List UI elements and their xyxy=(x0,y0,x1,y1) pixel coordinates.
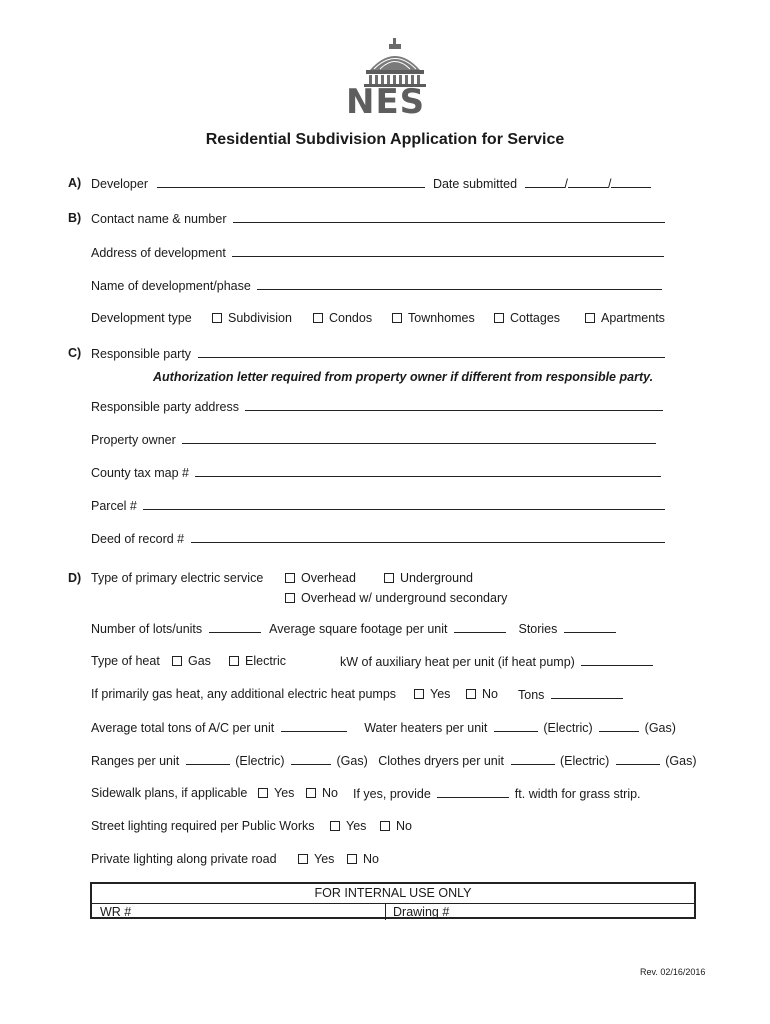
option-heat-pumps-yes[interactable] xyxy=(414,686,450,702)
ac-field[interactable] xyxy=(281,719,347,732)
option-sidewalk-yes[interactable] xyxy=(258,785,294,801)
section-d-letter: D) xyxy=(68,571,82,585)
resp-address-field[interactable] xyxy=(245,398,663,411)
electric-paren: (Electric) xyxy=(559,754,610,768)
owner-row xyxy=(91,431,656,448)
option-apartments[interactable] xyxy=(585,310,665,326)
internal-use-box xyxy=(90,882,696,919)
stories-label: Stories xyxy=(518,622,558,636)
checkbox-icon xyxy=(172,656,182,666)
option-private-yes[interactable] xyxy=(298,851,334,867)
developer-field[interactable] xyxy=(157,175,425,188)
option-label: Condos xyxy=(329,311,373,325)
option-street-yes[interactable] xyxy=(330,818,366,834)
checkbox-icon xyxy=(306,788,316,798)
lots-field[interactable] xyxy=(209,620,261,633)
responsible-field[interactable] xyxy=(198,345,665,358)
private-lighting-label: Private lighting along private road xyxy=(91,852,277,866)
option-heat-pumps-no[interactable] xyxy=(466,686,498,702)
date-slash: / xyxy=(564,177,568,191)
option-label: Townhomes xyxy=(408,311,475,325)
checkbox-icon xyxy=(414,689,424,699)
section-c-letter: C) xyxy=(68,346,82,360)
option-underground[interactable] xyxy=(384,570,473,586)
option-label: No xyxy=(482,687,498,701)
option-overhead-ug[interactable] xyxy=(285,590,507,606)
ft-width-label: ft. width for grass strip. xyxy=(514,787,641,801)
heat-label: Type of heat xyxy=(91,654,160,668)
checkbox-icon xyxy=(285,573,295,583)
option-label: No xyxy=(396,819,412,833)
option-label: Overhead xyxy=(301,571,356,585)
address-row xyxy=(91,244,664,261)
developer-row xyxy=(91,175,651,192)
tax-map-label: County tax map # xyxy=(91,466,189,480)
ranges-electric-field[interactable] xyxy=(186,752,230,765)
checkbox-icon xyxy=(285,593,295,603)
ranges-gas-field[interactable] xyxy=(291,752,331,765)
option-label: Yes xyxy=(274,786,295,800)
option-label: Yes xyxy=(346,819,367,833)
developer-label: Developer xyxy=(91,177,148,191)
owner-label: Property owner xyxy=(91,433,176,447)
dev-name-row xyxy=(91,277,662,294)
electric-paren: (Electric) xyxy=(543,721,593,735)
nes-logo xyxy=(340,36,450,120)
checkbox-icon xyxy=(384,573,394,583)
address-field[interactable] xyxy=(232,244,664,257)
option-label: Underground xyxy=(400,571,473,585)
option-label: Apartments xyxy=(601,311,665,325)
option-label: Cottages xyxy=(510,311,561,325)
gas-paren: (Gas) xyxy=(336,754,368,768)
electric-paren: (Electric) xyxy=(235,754,285,768)
deed-label: Deed of record # xyxy=(91,532,185,546)
option-condos[interactable] xyxy=(313,310,372,326)
option-sidewalk-no[interactable] xyxy=(306,785,338,801)
checkbox-icon xyxy=(392,313,402,323)
water-label: Water heaters per unit xyxy=(364,721,488,735)
ac-label: Average total tons of A/C per unit xyxy=(91,721,275,735)
date-year-field[interactable] xyxy=(611,175,651,188)
street-lighting-label: Street lighting required per Public Works xyxy=(91,819,315,833)
dryers-label: Clothes dryers per unit xyxy=(378,754,505,768)
page-title: Residential Subdivision Application for Service xyxy=(205,131,565,148)
dev-name-label: Name of development/phase xyxy=(91,279,251,293)
parcel-label: Parcel # xyxy=(91,499,137,513)
lots-label: Number of lots/units xyxy=(91,622,203,636)
checkbox-icon xyxy=(347,854,357,864)
internal-use-header: FOR INTERNAL USE ONLY xyxy=(314,886,472,900)
heat-pumps-label: If primarily gas heat, any additional electric heat pumps xyxy=(91,687,397,701)
authorization-note: Authorization letter required from property owner if different from responsible party. xyxy=(153,370,654,384)
parcel-row xyxy=(91,497,665,514)
option-cottages[interactable] xyxy=(494,310,560,326)
ranges-row xyxy=(91,752,697,769)
parcel-field[interactable] xyxy=(143,497,665,510)
gas-paren: (Gas) xyxy=(665,754,697,768)
cell-divider xyxy=(385,904,386,920)
grass-width-field[interactable] xyxy=(437,785,509,798)
checkbox-icon xyxy=(298,854,308,864)
option-street-no[interactable] xyxy=(380,818,412,834)
dryers-electric-field[interactable] xyxy=(511,752,555,765)
option-subdivision[interactable] xyxy=(212,310,292,326)
contact-label: Contact name & number xyxy=(91,212,227,226)
drawing-label: Drawing # xyxy=(393,905,450,919)
checkbox-icon xyxy=(212,313,222,323)
option-label: Subdivision xyxy=(228,311,292,325)
checkbox-icon xyxy=(330,821,340,831)
dev-type-label: Development type xyxy=(91,311,192,325)
avg-sqft-field[interactable] xyxy=(454,620,506,633)
option-label: Gas xyxy=(188,654,211,668)
ranges-label: Ranges per unit xyxy=(91,754,180,768)
resp-address-row xyxy=(91,398,663,415)
date-month-field[interactable] xyxy=(525,175,565,188)
tax-map-field[interactable] xyxy=(195,464,661,477)
logo-text: NES xyxy=(346,82,426,122)
date-slash: / xyxy=(608,177,612,191)
contact-row xyxy=(91,210,665,227)
dev-name-field[interactable] xyxy=(257,277,662,290)
checkbox-icon xyxy=(380,821,390,831)
water-gas-field[interactable] xyxy=(599,719,639,732)
grass-strip-row xyxy=(353,785,641,802)
gas-paren: (Gas) xyxy=(644,721,676,735)
option-label: Electric xyxy=(245,654,286,668)
water-electric-field[interactable] xyxy=(494,719,538,732)
resp-address-label: Responsible party address xyxy=(91,400,239,414)
section-a-letter: A) xyxy=(68,176,82,190)
primary-service-label: Type of primary electric service xyxy=(91,571,264,585)
responsible-label: Responsible party xyxy=(91,347,192,361)
if-yes-label: If yes, provide xyxy=(353,787,431,801)
kw-field[interactable] xyxy=(581,653,653,666)
checkbox-icon xyxy=(585,313,595,323)
tons-label: Tons xyxy=(518,688,545,702)
section-b-letter: B) xyxy=(68,211,82,225)
deed-row xyxy=(91,530,665,547)
internal-use-row xyxy=(92,903,694,920)
option-label: No xyxy=(322,786,338,800)
option-label: No xyxy=(363,852,379,866)
tons-row xyxy=(518,686,623,703)
sidewalk-label: Sidewalk plans, if applicable xyxy=(91,786,248,800)
option-electric-heat[interactable] xyxy=(229,653,286,669)
date-day-field[interactable] xyxy=(568,175,608,188)
stories-field[interactable] xyxy=(564,620,616,633)
dryers-gas-field[interactable] xyxy=(616,752,660,765)
option-label: Yes xyxy=(314,852,335,866)
option-label: Overhead w/ underground secondary xyxy=(301,591,508,605)
wr-label: WR # xyxy=(100,905,132,919)
date-submitted-label: Date submitted xyxy=(432,177,518,191)
avg-sqft-label: Average square footage per unit xyxy=(269,622,448,636)
option-gas-heat[interactable] xyxy=(172,653,211,669)
tax-map-row xyxy=(91,464,661,481)
ac-row xyxy=(91,719,676,736)
revision-date: Rev. 02/16/2016 xyxy=(640,967,706,977)
checkbox-icon xyxy=(494,313,504,323)
checkbox-icon xyxy=(229,656,239,666)
tons-field[interactable] xyxy=(551,686,623,699)
lots-row xyxy=(91,620,616,637)
option-label: Yes xyxy=(430,687,451,701)
checkbox-icon xyxy=(258,788,268,798)
option-private-no[interactable] xyxy=(347,851,379,867)
owner-field[interactable] xyxy=(182,431,656,444)
option-overhead[interactable] xyxy=(285,570,356,586)
contact-field[interactable] xyxy=(233,210,665,223)
capitol-dome-icon xyxy=(340,36,450,88)
option-townhomes[interactable] xyxy=(392,310,475,326)
responsible-row xyxy=(91,345,665,362)
checkbox-icon xyxy=(466,689,476,699)
address-label: Address of development xyxy=(91,246,226,260)
kw-row xyxy=(340,653,653,670)
kw-label: kW of auxiliary heat per unit (if heat pump) xyxy=(340,655,575,669)
deed-field[interactable] xyxy=(191,530,665,543)
checkbox-icon xyxy=(313,313,323,323)
